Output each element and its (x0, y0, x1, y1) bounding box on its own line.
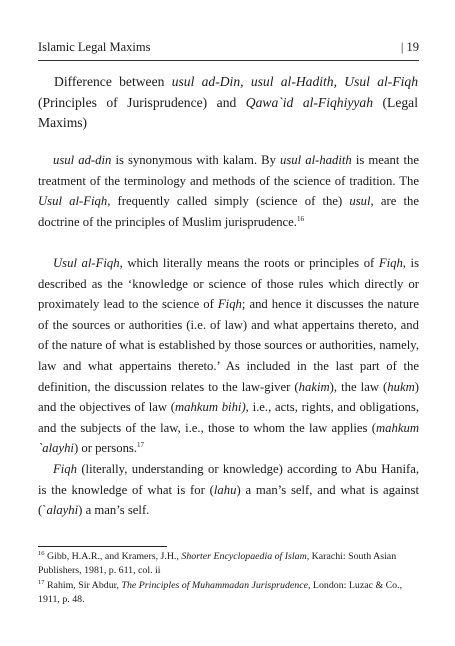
heading-term: Usul al-Fiqh (344, 74, 419, 89)
heading-term: Qawa`id al-Fiqhiyyah (245, 94, 374, 110)
paragraph-2 (38, 253, 419, 459)
text: , are the doctrine of the principles of Muslim jurisprudence. (38, 194, 419, 229)
text: i.e., acts, rights, and obligations, and the subjects of the law, i.e., those to whom the law applies ( (38, 400, 420, 435)
term: Usul al-Fiqh (38, 194, 108, 209)
footnote-title: The Principles of Muhammadan Jurisprudence, (121, 579, 311, 591)
footnote-17 (38, 579, 418, 608)
text: ; and hence it discusses the nature of the sources or authorities (i.e. of law) and what appertains thereto, and of the nature of what is established by those sources or authorities, namely, law and what appertains thereto.’ As included in the last part of the definition, the discussion relates to the law-giver ( (38, 297, 419, 394)
footnotes (38, 550, 418, 607)
term: mahkum `alayhi (38, 420, 419, 456)
header-rule (38, 60, 419, 61)
heading-term: usul ad-Din, (171, 74, 244, 89)
footnote-separator (38, 546, 167, 547)
heading-text (244, 74, 251, 89)
term: lahu (213, 482, 237, 497)
term: hukm (387, 379, 415, 394)
term: hakim (298, 379, 330, 394)
term: mahkum bihi), (175, 400, 249, 415)
paragraph-1 (38, 150, 419, 232)
text: ), the law ( (329, 379, 388, 394)
text: (literally, understanding or knowledge) according to Abu Hanifa, is the knowledge of what is for ( (38, 462, 419, 497)
text: ) or persons. (73, 441, 138, 456)
text: ) a man’s self, and what is against (` (38, 482, 419, 518)
term: Fiqh (53, 462, 77, 476)
text: , frequently called simply (science of the) (107, 194, 350, 209)
footnote-ref: 16 (296, 214, 304, 223)
footnote-number: 16 (38, 550, 45, 557)
page-number: | 19 (400, 40, 419, 54)
page-header (38, 37, 419, 57)
running-title: Islamic Legal Maxims (38, 40, 151, 54)
heading-term: usul al-Hadith, (250, 74, 337, 89)
footnote-text: Gibb, H.A.R., and Kramers, J.H., (44, 551, 182, 562)
term: Fiqh (217, 297, 242, 312)
text: ) and the objectives of law ( (38, 379, 419, 415)
term: alayhi (46, 503, 79, 518)
footnote-text: Karachi: South Asian Publishers, 1981, p. 611, col. ii (38, 551, 397, 577)
text: ) a man’s self. (78, 503, 150, 518)
term: usul al-hadith (280, 153, 352, 167)
heading-text: (Principles of Jurisprudence) and (38, 94, 246, 110)
heading-text: Difference between (54, 74, 172, 89)
footnote-ref: 17 (137, 441, 145, 450)
term: usul (349, 194, 371, 209)
text: is synonymous with kalam. By (111, 153, 281, 167)
text: , is described as the ‘knowledge or science of those rules which directly or proximately lead to the science of (38, 256, 420, 312)
footnote-title: Shorter Encyclopaedia of Islam, (181, 551, 310, 562)
text: , which literally means the roots or principles of (119, 256, 379, 270)
term: usul ad-din (53, 153, 112, 167)
footnote-text: Rahim, Sir Abdur, (44, 579, 122, 591)
footnote-16 (38, 550, 418, 579)
term: Fiqh (378, 256, 403, 270)
footnote-number: 17 (38, 578, 45, 586)
term: Usul al-Fiqh (53, 256, 120, 270)
paragraph-3 (38, 459, 419, 521)
section-heading (38, 72, 418, 134)
heading-text: (Legal Maxims) (38, 94, 418, 130)
text: is meant the treatment of the terminology and methods of the science of tradition. The (38, 153, 419, 188)
footnote-text: London: Luzac & Co., 1911, p. 48. (38, 579, 403, 605)
